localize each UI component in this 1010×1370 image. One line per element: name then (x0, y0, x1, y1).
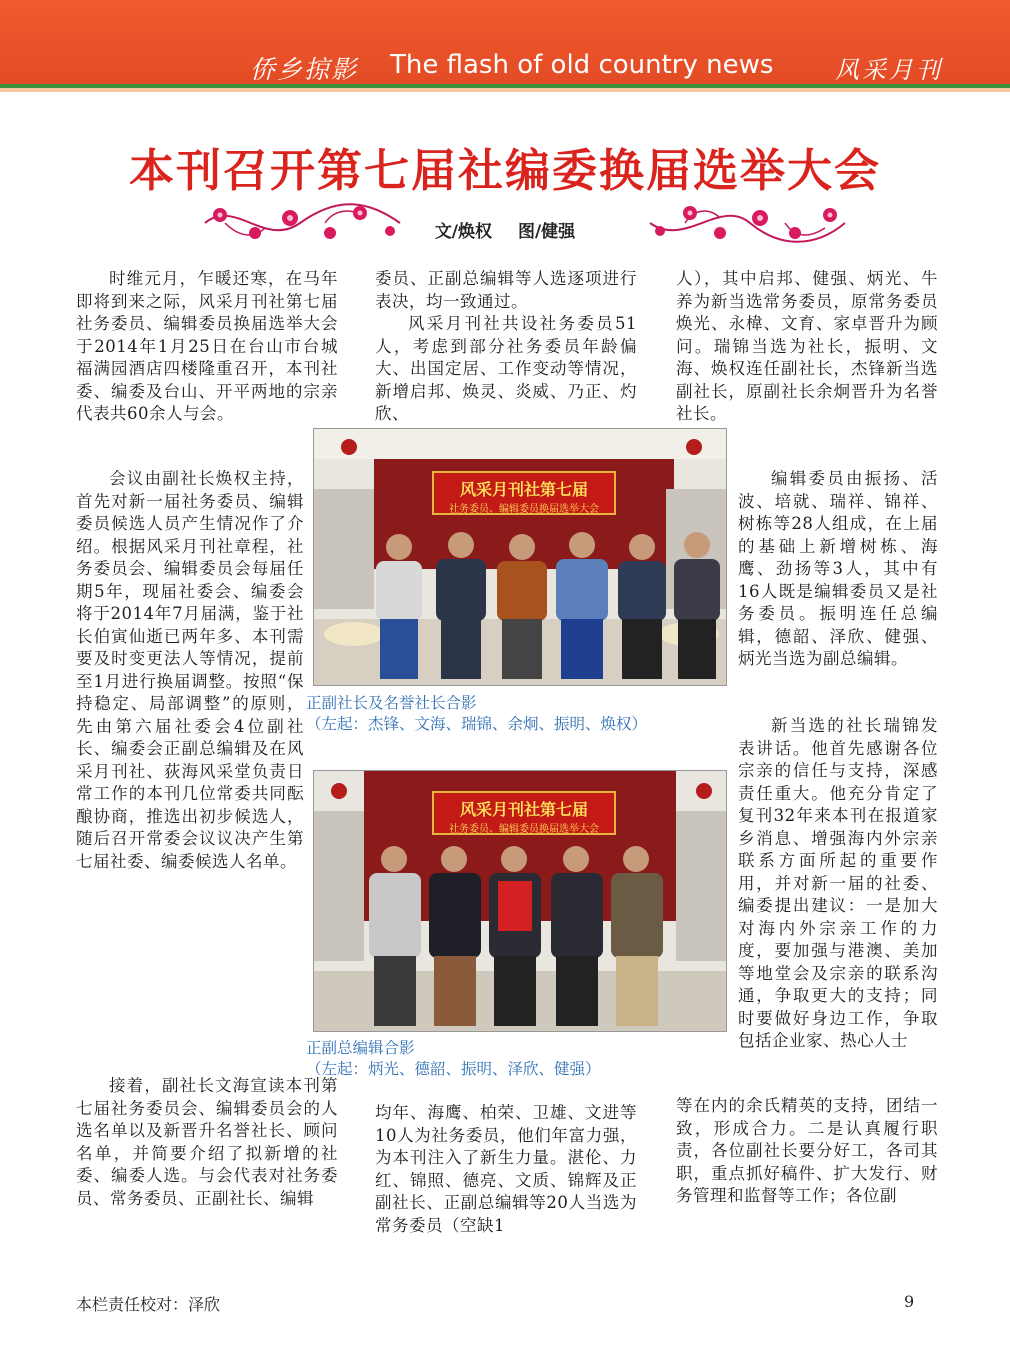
photo1-banner-subtitle: 社务委员、编辑委员换届选举大会 (449, 504, 599, 515)
column-1-mid (76, 468, 304, 873)
page-number: 9 (904, 1292, 915, 1311)
photo1-caption-names: （左起：杰锋、文海、瑞锦、余炯、振明、焕权） (306, 715, 648, 733)
header-stripe-peach (0, 88, 1010, 92)
photo1-banner (432, 471, 616, 515)
paragraph-officers: 人），其中启邦、健强、炳光、牛养为新当选常务委员，原常务委员焕光、永椲、文育、家卓晋升为顾问。瑞锦当选为社长，振明、文海、焕权连任副社长，杰锋新当选副社长，原副社长余炯晋升为名誉社长。 (676, 269, 938, 423)
photo2-banner-title: 风采月刊社第七届 (459, 800, 588, 819)
photo2-caption-title: 正副总编辑合影 (306, 1039, 415, 1057)
paragraph-committee-cont: 均年、海鹰、柏荣、卫雄、文进等10人为社务委员，他们年富力强，为本刊注入了新生力量。湛伦、力红、锦照、德亮、文质、锦辉及正副社长、正副总编辑等20人当选为常务委员（空缺1 (375, 1103, 637, 1235)
paragraph-editors: 编辑委员由振扬、活波、培就、瑞祥、锦祥、树栋等28人组成，在上届的基础上新增树栋、海鹰、劲扬等3人，其中有16人既是编辑委员又是社务委员。振明连任总编辑，德韶、泽欣、健强、炳光当选为副总编辑。 (738, 469, 938, 668)
paragraph-voting-cont: 委员、正副总编辑等人选逐项进行表决，均一致通过。 (375, 269, 637, 311)
article-title: 本刊召开第七届社编委换届选举大会 (128, 144, 881, 197)
paragraph-opening: 时维元月，乍暖还寒，在马年即将到来之际，风采月刊社第七届社务委员、编辑委员换届选举大会于2014年1月25日在台山市台城福满园酒店四楼隆重召开，本刊社委、编委及台山、开平两地的宗亲代表共60余人与会。 (76, 269, 338, 423)
standing-people-icon (314, 841, 726, 1031)
photo2-banner (432, 791, 616, 835)
photo1-caption (306, 693, 726, 735)
header-column-name: 侨乡掠影 (250, 55, 359, 84)
seated-people-icon (314, 519, 726, 685)
photo1-banner-title: 风采月刊社第七届 (459, 480, 588, 499)
group-photo-officers (313, 428, 727, 686)
author-credit: 文/焕权 (434, 222, 493, 242)
column-3-top (676, 268, 938, 426)
column-3-speech-bottom (676, 1095, 938, 1208)
footer-proofreader: 本栏责任校对：泽欣 (76, 1295, 221, 1314)
photo1-caption-title: 正副社长及名誉社长合影 (306, 694, 477, 712)
paragraph-committee: 风采月刊社共设社务委员51人，考虑到部分社务委员年龄偏大、出国定居、工作变动等情况，新增启邦、焕灵、炎威、乃正、灼欣、 (375, 314, 637, 423)
paragraph-speech-part1: 新当选的社长瑞锦发表讲话。他首先感谢各位宗亲的信任与支持，深感责任重大。他充分肯定了复刊32年来本刊在报道家乡消息、增强海内外宗亲联系方面所起的重要作用，并对新一届的社委、编委提出建议：一是加大对海内外宗亲工作的力度，要加强与港澳、美加等地堂会及宗亲的联系沟通，争取更大的支持；同时要做好身边工作，争取包括企业家、热心人士 (738, 716, 938, 1050)
column-2-top (375, 268, 637, 426)
column-1-top (76, 268, 338, 426)
photo2-caption-names: （左起：炳光、德韶、振明、泽欣、健强） (306, 1060, 601, 1078)
paragraph-speech-part2: 等在内的余氏精英的支持，团结一致，形成合力。二是认真履行职责，各位副社长要分好工，各司其职，重点抓好稿件、扩大发行、财务管理和监督等工作；各位副 (676, 1096, 938, 1205)
header-english-subtitle: The flash of old country news (390, 50, 774, 80)
column-3-mid (738, 468, 938, 671)
photo2-banner-subtitle: 社务委员、编辑委员换届选举大会 (449, 824, 599, 835)
column-1-bottom (76, 1075, 338, 1210)
paragraph-voting: 接着，副社长文海宣读本刊第七届社务委员会、编辑委员会的人选名单以及新晋升名誉社长、顾问名单，并简要介绍了拟新增的社委、编委人选。与会代表对社务委员、常务委员、正副社长、编辑 (76, 1076, 338, 1208)
photo2-caption (306, 1038, 726, 1080)
column-3-speech-top (738, 715, 938, 1053)
group-photo-editors (313, 770, 727, 1032)
column-2-bottom (375, 1102, 637, 1237)
paragraph-procedure: 会议由副社长焕权主持，首先对新一届社务委员、编辑委员候选人员产生情况作了介绍。根据风采月刊社章程，社务委员会、编辑委员会每届任期5年，现届社委会、编委会将于2014年7月届满，鉴于社长伯寅仙逝已两年多、本刊需要及时变更法人等情况，提前至1月进行换届调整。按照“保持稳定、局部调整”的原则，先由第六届社委会4位副社长、编委会正副总编辑及在风采月刊社、荻海风采堂负责日常工作的本刊几位常委共同酝酿协商，推选出初步候选人，随后召开常委会议议决产生第七届社委、编委候选人名单。 (76, 469, 304, 871)
header-magazine-name: 风采月刊 (835, 56, 943, 84)
article-byline (0, 217, 1010, 242)
photo-credit: 图/健强 (517, 222, 576, 242)
